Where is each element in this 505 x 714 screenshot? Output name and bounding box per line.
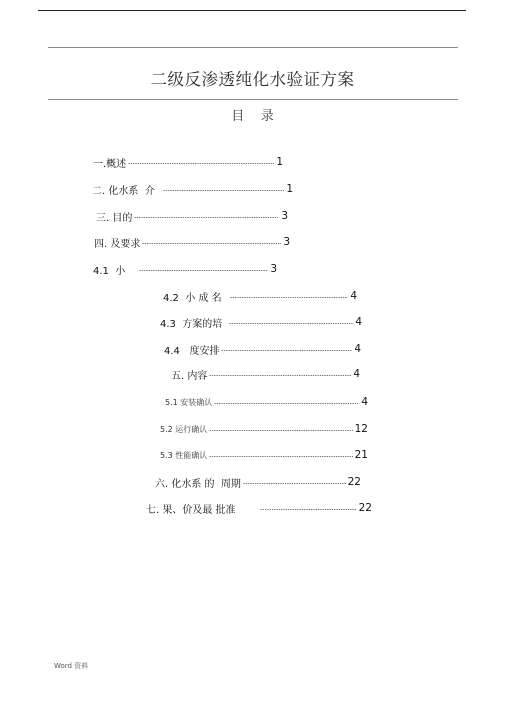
toc-entry[interactable] [163,289,357,303]
toc-heading: 目 录 [231,109,274,124]
toc-leader-dots [209,456,352,457]
toc-entry-page: 21 [354,449,368,461]
toc-entry-label: 六. 化水系 的 周期 [155,478,241,490]
toc-entry-label: 4.4 度安排 [164,345,220,357]
toc-entry-page: 12 [354,423,368,435]
toc-entry[interactable] [160,315,362,329]
page-footer: Word 资料 [54,662,89,670]
toc-entry-label: 四. 及要求 [94,238,141,250]
toc-entry[interactable] [93,262,277,276]
toc-entry[interactable] [92,182,293,196]
toc-entry-page: 4 [353,368,360,380]
toc-entry-page: 3 [281,210,288,222]
toc-entry-page: 1 [276,156,283,168]
toc-entry-label: 5.1 安装确认 [165,397,213,407]
toc-entry[interactable] [94,235,290,249]
toc-entry-label: 4.2 小 成 名 [163,292,222,304]
toc-entry[interactable] [160,422,368,436]
toc-leader-dots [139,270,268,271]
toc-entry-page: 22 [358,502,372,514]
toc-entry-label: 5.2 运行确认 [160,424,208,434]
toc-entry-label: 七. 果、价及最 批准 [146,504,236,516]
toc-entry[interactable] [165,395,368,409]
header-rule [38,10,466,11]
toc-leader-dots [214,403,359,404]
toc-leader-dots [230,297,349,298]
toc-entry[interactable] [160,448,368,462]
toc-entry-page: 3 [283,236,290,248]
document-title: 二级反渗透纯化水验证方案 [150,70,355,89]
toc-entry-page: 4 [355,316,362,328]
toc-leader-dots [142,243,281,244]
toc-leader-dots [163,190,285,191]
title-top-rule [48,47,458,48]
toc-leader-dots [260,509,357,510]
toc-entry-label: 三. 目的 [96,212,133,224]
toc-entry-page: 1 [286,183,293,195]
toc-entry-label: 二. 化水系 介 [92,185,155,197]
toc-leader-dots [229,323,353,324]
toc-entry-label: 4.1 小 [93,265,126,277]
toc-leader-dots [128,163,274,164]
toc-leader-dots [221,350,352,351]
toc-entry[interactable] [171,367,360,381]
toc-entry-label: 5.3 性能确认 [160,450,208,460]
toc-leader-dots [243,483,346,484]
toc-leader-dots [209,375,351,376]
toc-entry[interactable] [146,501,372,515]
toc-entry[interactable] [93,155,283,169]
toc-entry[interactable] [96,209,288,223]
title-bottom-rule [48,99,458,100]
toc-entry-page: 22 [347,476,361,488]
toc-entry-label: 一.概述 [93,158,127,170]
toc-entry-page: 4 [350,290,357,302]
toc-leader-dots [209,430,352,431]
toc-entry-label: 4.3 方案的培 [160,318,223,330]
toc-entry-page: 3 [270,263,277,275]
toc-leader-dots [134,217,279,218]
toc-entry[interactable] [164,342,361,356]
toc-entry-page: 4 [361,396,368,408]
toc-entry-label: 五. 内容 [171,370,208,382]
toc-entry-page: 4 [354,343,361,355]
toc-entry[interactable] [155,475,361,489]
